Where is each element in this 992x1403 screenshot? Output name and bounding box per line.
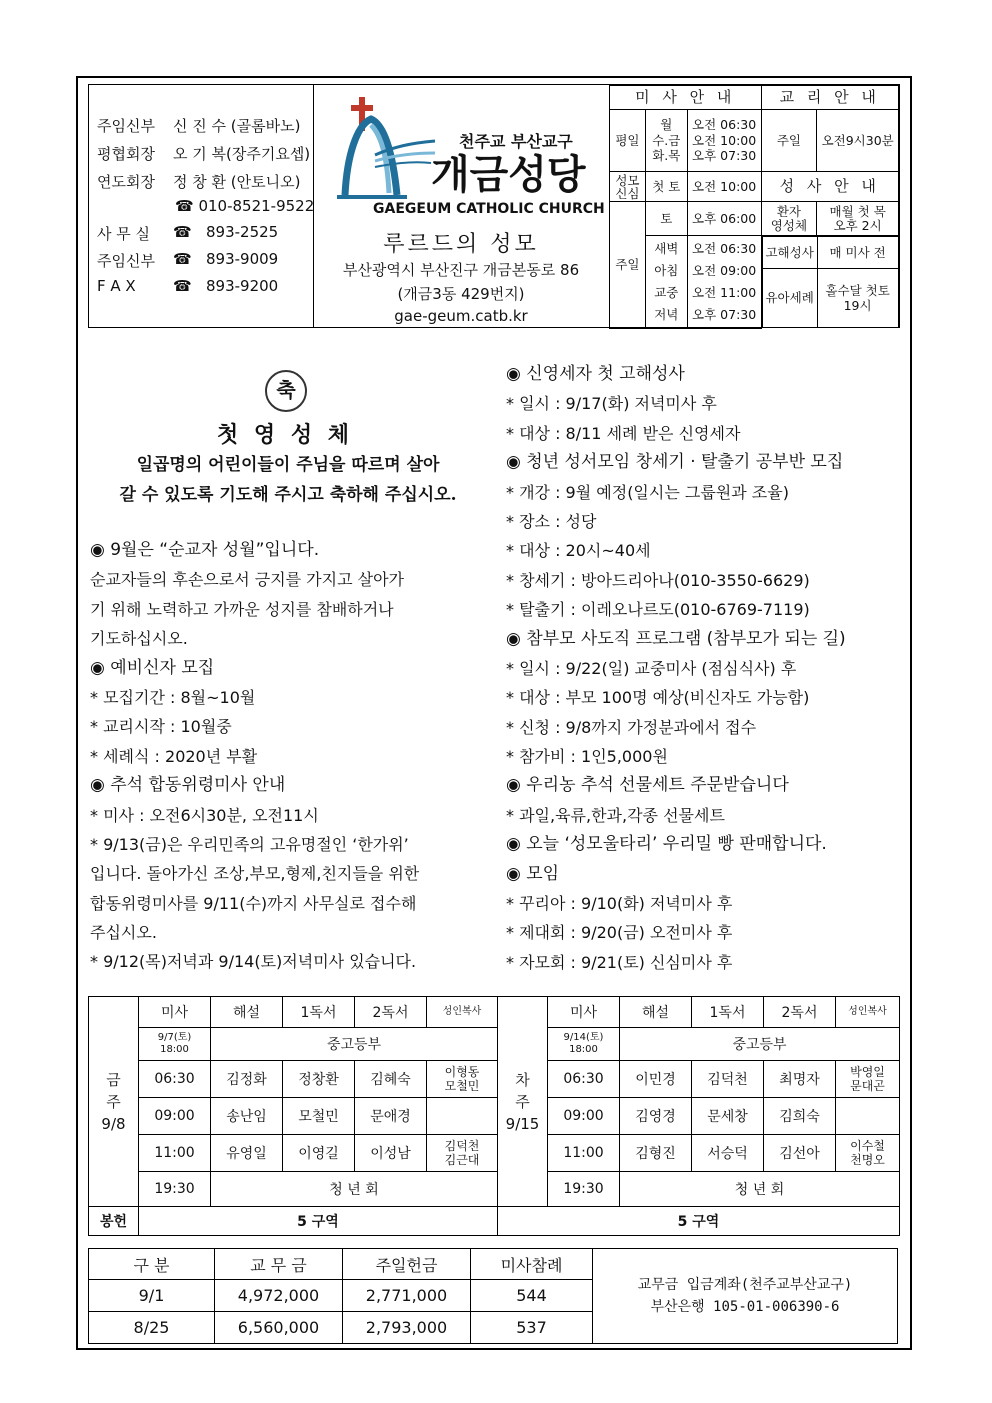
notice-line: 순교자들의 후손으로서 긍지를 가지고 살아가 (90, 570, 405, 590)
staff-role: 주임신부 (97, 117, 155, 135)
right-notices (506, 360, 906, 977)
first-communion-title: 첫 영 성 체 (217, 422, 353, 448)
duty-header: 성인복사 (836, 997, 900, 1028)
staff-role: 평협회장 (97, 145, 155, 163)
congrats-message: 일곱명의 어린이들이 주님을 따르며 살아 갈 수 있도록 기도해 주시고 축하해 주십시오. (119, 455, 457, 505)
reader-2: 최명자 (764, 1060, 836, 1097)
church-logo-icon (331, 95, 441, 207)
notice-line: * 개강 : 9월 예정(일시는 그룹원과 조율) (506, 482, 789, 502)
contact-number: ☎ 893-9200 (173, 277, 279, 295)
finance-header: 교 무 금 (215, 1249, 343, 1280)
address-line: 부산광역시 부산진구 개금본동로 86 (342, 261, 580, 279)
notice-line: * 장소 : 성당 (506, 511, 597, 531)
reader-1: 문세창 (692, 1097, 764, 1134)
duty-table-next-week (497, 996, 900, 1236)
phone-icon: ☎ (173, 223, 192, 241)
offering-value: 5 구역 (139, 1207, 498, 1236)
notice-heading: ◉ 청년 성서모임 창세기 · 탈출기 공부반 모집 (506, 452, 844, 473)
contact-label: 주임신부 (97, 252, 155, 270)
notice-line: * 9/13(금)은 우리민족의 고유명절인 ‘한가위’ (90, 834, 409, 854)
sat-mass-label: 9/7(토) 18:00 (139, 1027, 211, 1060)
mass-title: 미 사 안 내 (610, 86, 762, 110)
offering-value: 5 구역 (498, 1207, 900, 1236)
table-row (498, 1135, 900, 1172)
reader-2: 이성남 (355, 1135, 427, 1172)
sacrament-time: 매 미사 전 (817, 237, 898, 269)
notice-heading: ◉ 오늘 ‘성모울타리’ 우리밀 빵 판매합니다. (506, 834, 827, 855)
notice-line: * 과일,육류,한과,각종 선물세트 (506, 805, 725, 825)
saturday-label: 성모 신심 (610, 172, 646, 202)
catechism-time: 오전9시30분 (817, 110, 899, 172)
duty-header: 미사 (548, 997, 620, 1028)
duty-header: 2독서 (355, 997, 427, 1028)
finance-header: 미사참례 (471, 1249, 593, 1280)
notice-line: * 9/12(목)저녁과 9/14(토)저녁미사 있습니다. (90, 952, 417, 972)
saturday-day: 첫 토 (645, 172, 687, 202)
duty-header: 미사 (139, 997, 211, 1028)
staff-role: 연도회장 (97, 173, 155, 191)
mass-time: 09:00 (139, 1097, 211, 1134)
staff-info (89, 85, 314, 327)
catechism-day: 주일 (761, 110, 817, 172)
mobile-phone: ☎ 010-8521-9522 (175, 197, 315, 215)
sunday-days: 새벽 아침 교중 저녁 (645, 236, 687, 329)
altar-server: 이수철 천명오 (836, 1135, 900, 1172)
sacrament-title: 성 사 안 내 (761, 172, 898, 202)
mass-time: 06:30 (548, 1060, 620, 1097)
altar-server: 이형동 모철민 (427, 1060, 498, 1097)
notice-line: * 일시 : 9/22(일) 교중미사 (점심식사) 후 (506, 658, 797, 678)
notice-line: * 참가비 : 1인5,000원 (506, 747, 668, 767)
reader-2: 문애경 (355, 1097, 427, 1134)
sacrament-sub (761, 236, 898, 329)
notice-line: * 제대회 : 9/20(금) 오전미사 후 (506, 923, 733, 943)
sunday-label: 주일 (610, 202, 646, 329)
notice-line: * 신청 : 9/8까지 가정분과에서 접수 (506, 717, 757, 737)
mass-time: 11:00 (548, 1135, 620, 1172)
sat-group: 중고등부 (211, 1027, 498, 1060)
staff-name: 신 진 수 (골롬바노) (173, 117, 301, 135)
reader-2: 김선아 (764, 1135, 836, 1172)
commentator: 김형진 (620, 1135, 692, 1172)
duty-header: 1독서 (283, 997, 355, 1028)
table-row (89, 1135, 498, 1172)
notice-line: 합동위령미사를 9/11(수)까지 사무실로 접수해 (90, 893, 417, 913)
finance-table (88, 1248, 898, 1344)
catechism-title: 교 리 안 내 (761, 86, 898, 110)
reader-1: 모철민 (283, 1097, 355, 1134)
church-info (313, 85, 610, 327)
week-label: 금 주 9/8 (89, 997, 139, 1207)
notice-heading: ◉ 우리농 추석 선물세트 주문받습니다 (506, 775, 789, 796)
contact-number: ☎ 893-2525 (173, 223, 279, 241)
church-name-en: GAEGEUM CATHOLIC CHURCH (373, 201, 605, 217)
table-row (89, 1060, 498, 1097)
duty-header: 1독서 (692, 997, 764, 1028)
table-row (498, 1097, 900, 1134)
notice-line: * 자모회 : 9/21(토) 신심미사 후 (506, 952, 733, 972)
notice-line: * 탈출기 : 이레오나르도(010-6769-7119) (506, 600, 810, 620)
notice-line: 기도하십시오. (90, 629, 188, 649)
notice-line: * 미사 : 오전6시30분, 오전11시 (90, 805, 319, 825)
commentator: 유영일 (211, 1135, 283, 1172)
reader-2: 김혜숙 (355, 1060, 427, 1097)
notice-line: * 일시 : 9/17(화) 저녁미사 후 (506, 394, 717, 414)
saturday-time: 오전 10:00 (687, 172, 761, 202)
website-link[interactable]: gae-geum.catb.kr (394, 307, 528, 325)
church-name: 개금성당 (431, 152, 586, 198)
schedule-table (609, 85, 899, 329)
contact-number: ☎ 893-9009 (173, 250, 279, 268)
duty-table-this-week (88, 996, 498, 1236)
schedule-panel (609, 85, 899, 327)
header (88, 84, 900, 328)
sacrament-time: 홀수달 첫토 19시 (817, 268, 898, 327)
finance-header: 구 분 (89, 1249, 215, 1280)
mass-time: 19:30 (548, 1172, 620, 1207)
mass-time: 09:00 (548, 1097, 620, 1134)
weekday-label: 평일 (610, 110, 646, 172)
account-info: 교무금 입금계좌(천주교부산교구) 부산은행 105-01-006390-6 (593, 1249, 898, 1344)
altar-server: 김덕천 김근대 (427, 1135, 498, 1172)
notice-line: * 대상 : 부모 100명 예상(비신자도 가능함) (506, 688, 810, 708)
table-row: 8/25 6,560,000 2,793,000 537 (89, 1312, 898, 1344)
duty-header: 해설 (211, 997, 283, 1028)
eve-group: 청 년 회 (620, 1172, 900, 1207)
sacrament-time: 매월 첫 목 오후 2시 (817, 202, 899, 236)
sunday-time: 오후 06:00 (687, 202, 761, 236)
address-line: (개금3동 429번지) (397, 285, 525, 303)
commentator: 이민경 (620, 1060, 692, 1097)
reader-1: 김덕천 (692, 1060, 764, 1097)
eve-group: 청 년 회 (211, 1172, 498, 1207)
patron-name: 루르드의 성모 (383, 232, 539, 257)
offering-label: 봉헌 (89, 1207, 139, 1236)
mass-time: 11:00 (139, 1135, 211, 1172)
duty-header: 2독서 (764, 997, 836, 1028)
notice-heading: ◉ 모임 (506, 863, 560, 884)
phone-icon: ☎ (173, 277, 192, 295)
notice-line: * 세례식 : 2020년 부활 (90, 746, 258, 766)
notice-line: * 모집기간 : 8월~10월 (90, 687, 256, 707)
commentator: 송난임 (211, 1097, 283, 1134)
sat-mass-label: 9/14(토) 18:00 (548, 1027, 620, 1060)
duty-header: 성인복사 (427, 997, 498, 1028)
notice-heading: ◉ 예비신자 모집 (90, 657, 215, 678)
altar-server (836, 1097, 900, 1134)
weekday-times: 오전 06:30 오전 10:00 오후 07:30 (687, 110, 761, 172)
reader-1: 이영길 (283, 1135, 355, 1172)
reader-2: 김희숙 (764, 1097, 836, 1134)
duty-header: 해설 (620, 997, 692, 1028)
altar-server (427, 1097, 498, 1134)
staff-name: 정 창 환 (안토니오) (173, 173, 301, 191)
table-row: 9/1 4,972,000 2,771,000 544 (89, 1280, 898, 1312)
notice-line: * 대상 : 8/11 세례 받은 신영세자 (506, 423, 741, 443)
notice-heading: ◉ 신영세자 첫 고해성사 (506, 364, 685, 384)
sacrament-name: 고해성사 (762, 237, 817, 269)
congrats-emblem: 축 (265, 370, 307, 412)
weekday-days: 월 수.금 화.목 (645, 110, 687, 172)
notice-line: * 교리시작 : 10월중 (90, 717, 232, 737)
notice-line: 입니다. 돌아가신 조상,부모,형제,친지들을 위한 (90, 864, 420, 884)
notice-line: 주십시오. (90, 923, 157, 943)
commentator: 김영경 (620, 1097, 692, 1134)
notice-heading: ◉ 9월은 “순교자 성월”입니다. (90, 540, 320, 560)
table-row (498, 1060, 900, 1097)
sunday-times: 오전 06:30 오전 09:00 오전 11:00 오후 07:30 (687, 236, 761, 329)
phone-icon: ☎ (173, 250, 192, 268)
diocese-name: 천주교 부산교구 (459, 132, 573, 151)
reader-1: 정창환 (283, 1060, 355, 1097)
altar-server: 박영일 문대곤 (836, 1060, 900, 1097)
contact-label: 사 무 실 (97, 225, 151, 243)
phone-icon: ☎ (175, 197, 194, 215)
commentator: 김정화 (211, 1060, 283, 1097)
left-notices (90, 536, 494, 977)
mass-time: 19:30 (139, 1172, 211, 1207)
sunday-day: 토 (645, 202, 687, 236)
notice-heading: ◉ 참부모 사도직 프로그램 (참부모가 되는 길) (506, 628, 846, 649)
notice-line: * 꾸리아 : 9/10(화) 저녁미사 후 (506, 894, 733, 914)
sacrament-name: 유아세례 (762, 268, 817, 327)
notice-line: * 창세기 : 방아드리아나(010-3550-6629) (506, 570, 810, 590)
week-label: 차 주 9/15 (498, 997, 548, 1207)
notice-line: * 대상 : 20시~40세 (506, 541, 651, 561)
staff-name: 오 기 복(장주기요셉) (173, 145, 311, 163)
sacrament-name: 환자 영성체 (761, 202, 817, 236)
sat-group: 중고등부 (620, 1027, 900, 1060)
table-row (89, 1097, 498, 1134)
notice-line: 기 위해 노력하고 가까운 성지를 참배하거나 (90, 599, 394, 619)
reader-1: 서승덕 (692, 1135, 764, 1172)
notice-heading: ◉ 추석 합동위령미사 안내 (90, 775, 286, 796)
mass-time: 06:30 (139, 1060, 211, 1097)
contact-label: F A X (97, 277, 136, 295)
finance-header: 주일헌금 (343, 1249, 471, 1280)
